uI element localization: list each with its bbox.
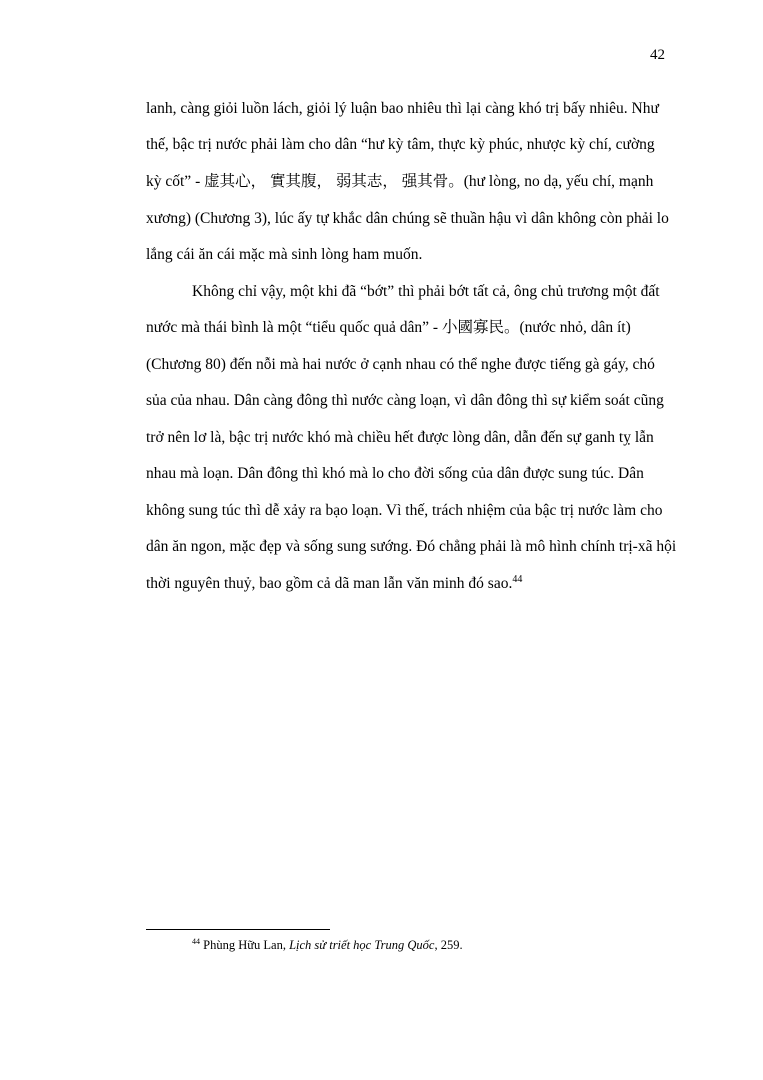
paragraph-2-line-9 (146, 575, 522, 593)
paragraph-1-line-4: xương) (Chương 3), lúc ấy tự khắc dân chúng sẽ thuần hậu vì dân không còn phải lo (146, 210, 669, 227)
paragraph-2-line-1: Không chỉ vậy, một khi đã “bớt” thì phải bớt tất cả, ông chủ trương một đất (192, 283, 660, 300)
paragraph-2-last-line-text: thời nguyên thuỷ, bao gồm cả dã man lẫn văn minh đó sao. (146, 575, 513, 592)
paragraph-2-line-8: dân ăn ngon, mặc đẹp và sống sung sướng. Đó chẳng phải là mô hình chính trị-xã hội (146, 538, 677, 555)
paragraph-2-line-5: trở nên lơ là, bậc trị nước khó mà chiều hết được lòng dân, dẫn đến sự ganh tỵ lẫn (146, 429, 654, 446)
paragraph-1-line-1: lanh, càng giỏi luồn lách, giỏi lý luận bao nhiêu thì lại càng khó trị bấy nhiêu. Như (146, 100, 659, 117)
footnote-page: , 259. (434, 938, 463, 952)
paragraph-1-line-3: kỳ cốt” - 虚其心， 實其腹， 弱其志， 强其骨。(hư lòng, no dạ, yếu chí, mạnh (146, 173, 654, 190)
paragraph-1-line-2: thế, bậc trị nước phải làm cho dân “hư kỳ tâm, thực kỳ phúc, nhược kỳ chí, cường (146, 136, 655, 153)
paragraph-2-line-7: không sung túc thì dễ xảy ra bạo loạn. Vì thế, trách nhiệm của bậc trị nước làm cho (146, 502, 663, 519)
footnote-book-title: Lịch sử triết học Trung Quốc (289, 938, 435, 952)
paragraph-2-line-6: nhau mà loạn. Dân đông thì khó mà lo cho đời sống của dân được sung túc. Dân (146, 465, 644, 482)
page-number: 42 (650, 47, 665, 63)
paragraph-2-line-2: nước mà thái bình là một “tiểu quốc quả dân” - 小國寡民。(nước nhỏ, dân ít) (146, 319, 631, 336)
paragraph-2-line-3: (Chương 80) đến nỗi mà hai nước ở cạnh nhau có thể nghe được tiếng gà gáy, chó (146, 356, 655, 373)
footnote-author: Phùng Hữu Lan, (200, 938, 290, 952)
footnote-reference[interactable]: 44 (512, 574, 523, 585)
paragraph-2-line-4: sủa của nhau. Dân càng đông thì nước càng loạn, vì dân đông thì sự kiểm soát cũng (146, 392, 664, 409)
footnote-separator (146, 929, 330, 930)
paragraph-1-line-5: lắng cái ăn cái mặc mà sinh lòng ham muốn. (146, 246, 423, 263)
footnote-44 (192, 938, 463, 953)
footnote-number: 44 (192, 937, 200, 946)
